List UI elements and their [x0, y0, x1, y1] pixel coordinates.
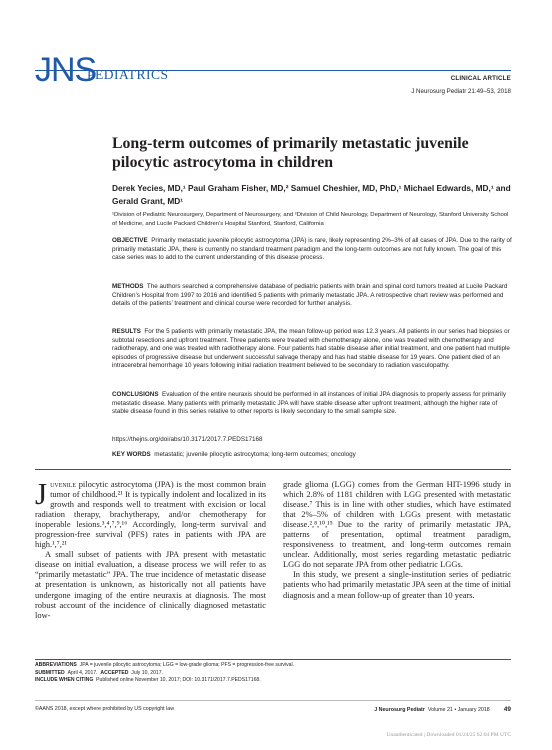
body-column-right [283, 479, 511, 600]
affiliations: ¹Division of Pediatric Neurosurgery, Department of Neurosurgery, and ²Division of Child Neurology, Department of Neurology, Stanford University School of Medicine, and Lucile Packard Children’s Hospital Stanford, Stanford, California [112, 212, 509, 227]
results-label: RESULTS [112, 328, 141, 335]
accepted-date: July 10, 2017. [131, 669, 164, 676]
page-footer [374, 706, 511, 713]
footnotes [35, 662, 511, 685]
abbrev-text: JPA = juvenile pilocytic astrocytoma; LGG = low-grade glioma; PFS = progression-free survival. [79, 662, 294, 668]
header-rule [35, 70, 511, 71]
submitted-label: SUBMITTED [35, 669, 65, 676]
footer-rule [35, 700, 511, 701]
dropcap: J [35, 476, 48, 511]
keywords-text: metastatic; juvenile pilocytic astrocytoma; long-term outcomes; oncology [154, 451, 356, 458]
copyright: ©AANS 2018, except where prohibited by US copyright law [35, 706, 175, 712]
citation: J Neurosurg Pediatr 21:49–53, 2018 [411, 88, 511, 95]
accepted-label: ACCEPTED [100, 669, 129, 676]
paragraph-1: pilocytic astrocytoma (JPA) is the most common brain tumor of childhood.²¹ It is typically indolent and localized in its growth and responds well to treatment with excision or local radiation therapy, brachytherapy, and/or chemotherapy for inoperable lesions.³,⁴,⁷,⁹,¹⁶ Accordingly, long-term survival and progression-free survival (PFS) rates in patients with JPA are high.¹,⁷,²¹ [35, 479, 266, 550]
abbrev-label: ABBREVIATIONS [35, 662, 77, 668]
abstract-results [112, 328, 512, 371]
citing-text: Published online November 10, 2017; DOI: 10.3171/2017.7.PEDS17168. [96, 677, 261, 684]
article-type: CLINICAL ARTICLE [450, 75, 511, 82]
paragraph-intro [35, 476, 266, 550]
results-text: For the 5 patients with primarily metastatic JPA, the mean follow-up period was 12.3 years. All patients in our series had biopsies or subtotal resections and upfront treatment. Three patients were treated with chemotherapy alone, one was treated with chemotherapy and radiotherapy, and one was treated with radiotherapy alone. Four patients had stable disease after initial treatment, and one patient had multiple episodes of progressive disease but underwent successful salvage therapy and has had stable disease for 19 years. One patient died of an intracerebral hemorrhage 10 years following initial radiation treatment believed to be secondary to radiation vasculopathy. [112, 328, 510, 370]
logo-section: PEDIATRICS [87, 67, 169, 82]
submitted-date: April 4, 2017. [67, 669, 98, 676]
body-column-left [35, 476, 266, 620]
conclusions-label: CONCLUSIONS [112, 391, 159, 398]
footnote-rule [35, 659, 511, 660]
citing-label: INCLUDE WHEN CITING [35, 677, 94, 684]
abstract-methods [112, 283, 512, 309]
keywords [112, 451, 512, 458]
paragraph-4: In this study, we present a single-institution series of pediatric patients who had primarily metastatic JPA seen at the time of initial diagnosis and a mean follow-up of greater than 10 years. [283, 569, 511, 600]
doi-link[interactable]: https://thejns.org/doi/abs/10.3171/2017.7.PEDS17168 [112, 436, 263, 443]
paragraph-3: grade glioma (LGG) comes from the German HIT-1996 study in which 2.8% of 1181 children with LGG presented with metastatic disease.⁷ This is in line with other studies, which have estimated that 2%–5% of children with LGGs present with metastatic disease.²,⁸,¹⁰,¹⁵ Due to the rarity of primarily metastatic JPA, patterns of presentation, optimal treatment paradigm, responsiveness to treatment, and long-term outcomes remain unclear. Additionally, most series regarding metastatic pediatric LGG do not separate JPA from other pediatric LGGs. [283, 479, 511, 570]
objective-label: OBJECTIVE [112, 237, 148, 244]
conclusions-text: Evaluation of the entire neuraxis should be performed in all instances of initial JPA diagnosis to properly assess for primarily metastatic disease. Many patients with primarily metastatic JPA will have stable disease after upfront treatment, although the higher rate of stable disease found in this series relative to other reports is likely secondary to the small sample size. [112, 391, 506, 416]
citing-info [35, 677, 511, 685]
methods-text: The authors searched a comprehensive database of pediatric patients with brain and spinal cord tumors treated at Lucile Packard Children’s Hospital from 1997 to 2016 and identified 5 patients with primarily metastatic JPA. A retrospective chart review was performed and details of the patients’ treatment and clinical course were recorded for further analysis. [112, 283, 508, 308]
footer-journal: J Neurosurg Pediatr [374, 707, 425, 713]
page-number: 49 [503, 706, 511, 713]
logo-jns: JNS [35, 51, 97, 89]
keywords-label: KEY WORDS [112, 451, 151, 458]
article-title: Long-term outcomes of primarily metastatic juvenile pilocytic astrocytoma in children [112, 135, 469, 171]
abbreviations [35, 662, 511, 670]
footer-issue: Volume 21 • January 2018 [427, 707, 490, 713]
abstract-objective [112, 237, 512, 263]
authors: Derek Yecies, MD,¹ Paul Graham Fisher, MD,² Samuel Cheshier, MD, PhD,¹ Michael Edwards, MD,¹ and Gerald Grant, MD¹ [112, 183, 511, 206]
submission-dates [35, 670, 511, 678]
abstract-conclusions [112, 391, 512, 417]
objective-text: Primarily metastatic juvenile pilocytic astrocytoma (JPA) is rare, likely representing 2%–3% of all cases of JPA. Due to the rarity of primarily metastatic JPA, there is currently no standard treatment paradigm and the long-term outcomes are not fully known. The goal of this case series was to add to the current understanding of this disease process. [112, 237, 512, 262]
paragraph-2: A small subset of patients with JPA present with metastatic disease on initial evaluation, a disease process we will refer to as “primarily metastatic” JPA. The true incidence of metastatic disease at presentation is unknown, as historically not all patients have undergone imaging of the entire neuraxis at diagnosis. The most robust account of the incidence of clinically diagnosed metastatic low- [35, 549, 266, 620]
download-watermark: Unauthenticated | Downloaded 01/24/25 02:04 PM UTC [386, 732, 511, 738]
smallcaps-word: uvenile [50, 479, 77, 489]
methods-label: METHODS [112, 283, 144, 290]
abstract-rule [35, 469, 511, 470]
